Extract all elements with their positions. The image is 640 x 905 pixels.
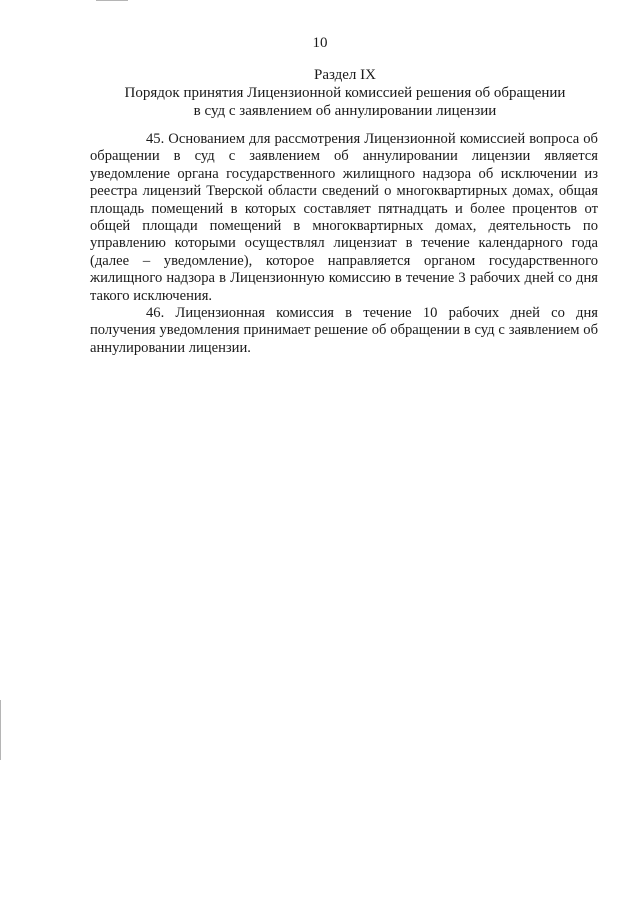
- section-title: Раздел IX: [313, 67, 376, 83]
- section-heading: [90, 66, 600, 120]
- scan-edge-mark-left: [0, 700, 1, 760]
- paragraph-45: 45. Основанием для рассмотрения Лицензионной комиссией вопроса об обращении в суд с заявлением об аннулировании лицензии является уведомление органа государственного жилищного надзора об исключении из реестра лицензий Тверской области сведений о многоквартирных домах, общая площадь помещений в которых составляет пятнадцать и более процентов от общей площади помещений в многоквартирных домах, деятельность по управлению которыми осуществлял лицензиат в течение календарного года (далее – уведомление), которое направляется органом государственного жилищного надзора в Лицензионную комиссию в течение 3 рабочих дней со дня такого исключения.: [90, 131, 598, 304]
- scan-edge-mark-top: [96, 0, 128, 1]
- page-number: 10: [312, 35, 328, 51]
- section-subtitle-line-2: в суд с заявлением об аннулировании лицензии: [193, 103, 497, 119]
- section-subtitle-line-1: Порядок принятия Лицензионной комиссией решения об обращении: [124, 85, 566, 101]
- body-text: [90, 131, 598, 357]
- paragraph-46: 46. Лицензионная комиссия в течение 10 рабочих дней со дня получения уведомления принимает решение об обращении в суд с заявлением об аннулировании лицензии.: [90, 305, 598, 356]
